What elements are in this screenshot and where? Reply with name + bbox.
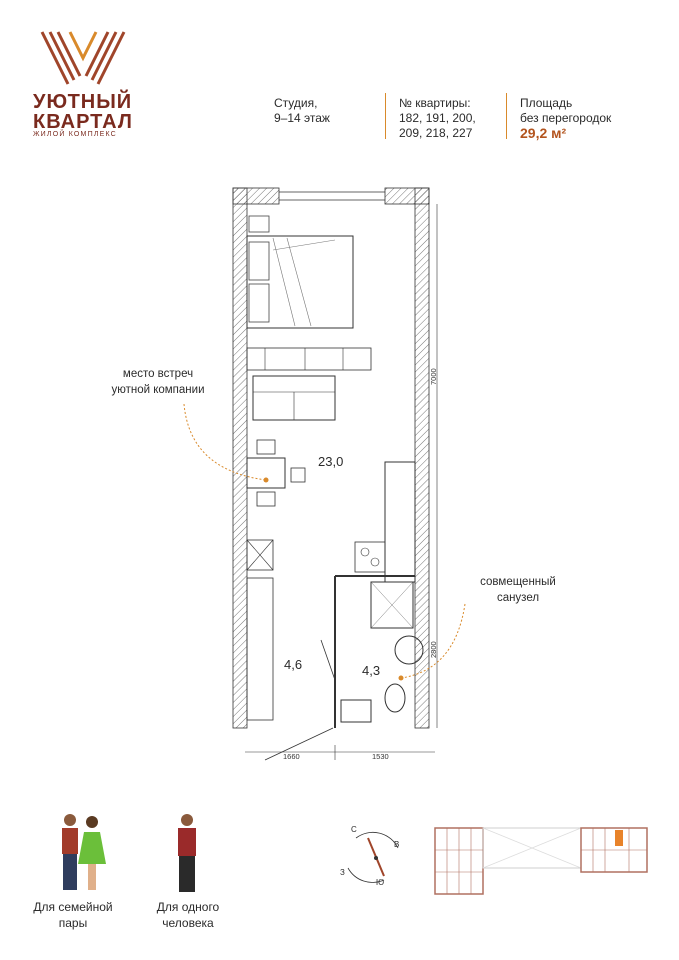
caption-couple	[18, 899, 128, 931]
callout-meeting	[98, 366, 218, 398]
apt-line2: 209, 218, 227	[399, 126, 473, 140]
callout-meeting-line1: место встреч	[122, 368, 194, 380]
apt-line1: 182, 191, 200,	[399, 111, 476, 125]
dimension-height: 7000	[429, 368, 438, 385]
room-area-main: 23,0	[318, 454, 344, 469]
compass-north: С	[351, 825, 357, 834]
caption-single	[138, 899, 238, 931]
callout-meeting-leader	[180, 400, 280, 490]
area-label1: Площадь	[520, 96, 573, 110]
apartment-numbers	[399, 96, 476, 141]
apartment-type	[274, 96, 330, 126]
brand-name	[33, 92, 133, 132]
callout-bath-line2: санузел	[496, 592, 540, 604]
dimension-right: 1530	[372, 752, 389, 761]
brand-line2: КВАРТАЛ	[33, 111, 133, 133]
callout-meeting-line2: уютной компании	[111, 384, 205, 396]
callout-bath	[468, 574, 568, 606]
building-key-plan	[433, 820, 649, 900]
area-value: 29,2 м²	[520, 125, 567, 141]
room-area-hall: 4,6	[284, 657, 303, 672]
header-divider	[506, 93, 507, 139]
area-block	[520, 96, 611, 141]
caption-couple-line2: пары	[58, 916, 88, 930]
area-label2: без перегородок	[520, 111, 612, 125]
room-area-bath: 4,3	[362, 663, 381, 678]
compass-east: В	[394, 840, 400, 849]
compass-west: З	[340, 868, 345, 877]
logo-icon	[40, 30, 126, 86]
couple-icon	[52, 812, 112, 894]
caption-couple-line1: Для семейной	[33, 900, 113, 914]
type-line2: 9–14 этаж	[274, 111, 330, 125]
compass-south: Ю	[376, 878, 385, 887]
callout-bath-line1: совмещенный	[480, 576, 556, 588]
brand-line1: УЮТНЫЙ	[33, 91, 133, 113]
dimension-bath: 2800	[429, 641, 438, 658]
dimension-left: 1660	[283, 752, 300, 761]
single-person-icon	[172, 812, 202, 894]
type-line1: Студия,	[274, 96, 318, 110]
caption-single-line2: человека	[162, 916, 214, 930]
callout-bath-leader	[395, 600, 475, 685]
apt-label: № квартиры:	[399, 96, 471, 110]
brand-subtitle: ЖИЛОЙ КОМПЛЕКС	[33, 131, 117, 138]
compass-icon	[340, 828, 410, 888]
header-divider	[385, 93, 386, 139]
caption-single-line1: Для одного	[156, 900, 220, 914]
